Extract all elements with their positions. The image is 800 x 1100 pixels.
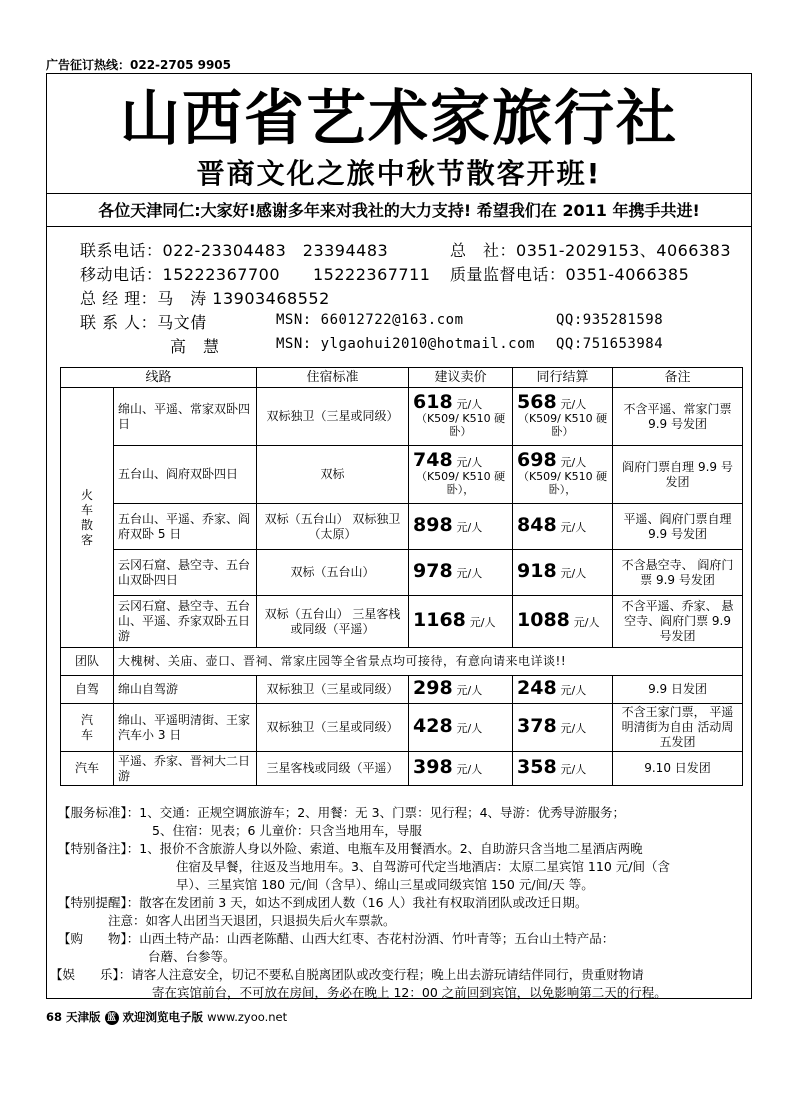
route-cell: 五台山、阎府双卧四日	[114, 446, 257, 504]
divider-top	[46, 193, 752, 194]
price-value: 618	[413, 391, 453, 413]
contact-qq-1: QQ:935281598	[556, 312, 664, 328]
settle-unit: 元/人	[560, 722, 587, 735]
table-row	[61, 752, 743, 786]
settle-cell	[513, 676, 613, 704]
settle-note: （K509/ K510 硬卧），	[517, 470, 608, 496]
settle-unit: 元/人	[560, 521, 587, 534]
header-price: 建议卖价	[409, 368, 513, 388]
route-cell: 云冈石窟、悬空寺、五台山、平遥、乔家双卧五日游	[114, 596, 257, 648]
contact-manager-label: 总 经 理：	[80, 289, 158, 308]
settle-value: 248	[517, 677, 557, 699]
footer-page-number: 68 天津版	[46, 1010, 101, 1024]
contact-phone-label: 联系电话：	[80, 241, 163, 260]
contact-person-1	[80, 310, 207, 333]
settle-value: 568	[517, 391, 557, 413]
settle-note: （K509/ K510 硬卧）	[517, 412, 608, 438]
route-cell: 平遥、乔家、晋祠大二日游	[114, 752, 257, 786]
note-cell: 不含悬空寺、 阎府门票 9.9 号发团	[613, 550, 743, 596]
category-team: 团队	[61, 648, 114, 676]
hotel-cell: 三星客栈或同级（平遥）	[257, 752, 409, 786]
note-cell: 不含平遥、乔家、 悬空寺、阎府门票 9.9 号发团	[613, 596, 743, 648]
contact-quality-label: 质量监督电话：	[450, 265, 566, 284]
contact-hq-label: 总 社：	[450, 241, 517, 260]
table-row	[61, 446, 743, 504]
price-unit: 元/人	[456, 684, 483, 697]
price-note: （K509/ K510 硬卧），	[415, 470, 506, 496]
price-cell	[409, 504, 513, 550]
info-entertainment-2: 寄在宾馆前台，不可放在房间，务必在晚上 12：00 之前回到宾馆，以免影响第二天的行程。	[152, 985, 667, 1000]
header-note: 备注	[613, 368, 743, 388]
route-cell: 绵山、平遥明清街、王家汽车小 3 日	[114, 704, 257, 752]
price-cell	[409, 704, 513, 752]
contact-person-1-name: 马文倩	[157, 313, 207, 332]
price-unit: 元/人	[456, 567, 483, 580]
route-cell: 绵山、平遥、常家双卧四日	[114, 388, 257, 446]
note-cell: 阎府门票自理 9.9 号发团	[613, 446, 743, 504]
category-bus-1: 汽车	[61, 704, 114, 752]
contact-mobile	[80, 262, 430, 285]
price-value: 428	[413, 715, 453, 737]
header-route: 线路	[61, 368, 257, 388]
ad-subtitle: 晋商文化之旅中秋节散客开班!	[196, 157, 602, 190]
contact-quality-value: 0351-4066385	[565, 265, 690, 284]
table-row	[61, 550, 743, 596]
category-train: 火车散客	[61, 388, 114, 648]
ad-hotline: 广告征订热线：022-2705 9905	[46, 58, 232, 72]
price-cell	[409, 676, 513, 704]
route-price-table	[60, 367, 743, 786]
price-cell	[409, 388, 513, 446]
price-value: 298	[413, 677, 453, 699]
contact-person-2-name: 高 慧	[170, 337, 220, 356]
info-shopping-1: 【购 物】：山西土特产品：山西老陈醋、山西大红枣、杏花村汾酒、竹叶青等；五台山土特产品：	[58, 931, 615, 946]
hotel-cell: 双标（五台山） 三星客栈或同级（平遥）	[257, 596, 409, 648]
contact-phone	[80, 238, 388, 261]
price-value: 978	[413, 560, 453, 582]
hotel-cell: 双标独卫（三星或同级）	[257, 676, 409, 704]
company-name: 山西省艺术家旅行社	[120, 84, 678, 154]
hotel-cell: 双标（五台山） 双标独卫（太原）	[257, 504, 409, 550]
note-cell: 平遥、阎府门票自理 9.9 号发团	[613, 504, 743, 550]
publisher-logo-icon: 蓝	[105, 1011, 119, 1025]
header-settle: 同行结算	[513, 368, 613, 388]
settle-unit: 元/人	[573, 616, 600, 629]
contact-mobile-value: 15222367700 15222367711	[162, 265, 431, 284]
info-remark-1: 【特别备注】：1、报价不含旅游人身以外险、索道、电瓶车及用餐酒水。2、自助游只含当地二星酒店两晚	[58, 841, 643, 856]
note-cell: 不含王家门票， 平遥明清街为自由 活动周五发团	[613, 704, 743, 752]
contact-mobile-label: 移动电话：	[80, 265, 163, 284]
table-header-row	[61, 368, 743, 388]
info-service-1: 【服务标准】：1、交通：正规空调旅游车；2、用餐：无 3、门票：见行程；4、导游：优秀导游服务；	[58, 805, 626, 820]
settle-cell	[513, 752, 613, 786]
settle-value: 698	[517, 449, 557, 471]
table-row	[61, 596, 743, 648]
contact-hq-value: 0351-2029153、4066383	[516, 241, 732, 260]
divider-greeting	[46, 226, 752, 227]
info-entertainment-1: 【娱 乐】：请客人注意安全，切记不要私自脱离团队或改变行程；晚上出去游玩请结伴同行，贵重财物请	[50, 967, 644, 982]
info-shopping-2: 台蘑、台参等。	[148, 949, 236, 964]
settle-value: 358	[517, 756, 557, 778]
contact-msn-2: MSN: ylgaohui2010@hotmail.com	[276, 336, 535, 352]
table-row	[61, 704, 743, 752]
header-hotel: 住宿标准	[257, 368, 409, 388]
hotel-cell: 双标独卫（三星或同级）	[257, 704, 409, 752]
contact-qq-2: QQ:751653984	[556, 336, 664, 352]
info-remark-2: 住宿及早餐，往返及当地用车。3、自驾游可代定当地酒店：太原二星宾馆 110 元/间（含	[176, 859, 670, 874]
settle-unit: 元/人	[560, 763, 587, 776]
greeting-text: 各位天津同仁:大家好!感谢多年来对我社的大力支持! 希望我们在 2011 年携手共进!	[98, 201, 700, 220]
settle-unit: 元/人	[560, 684, 587, 697]
info-remark-3: 早）、三星宾馆 180 元/间（含早）、绵山三星或同级宾馆 150 元/间/天 等。	[176, 877, 594, 892]
note-cell: 不含平遥、常家门票 9.9 号发团	[613, 388, 743, 446]
contact-hq	[450, 238, 731, 261]
price-cell	[409, 752, 513, 786]
settle-unit: 元/人	[560, 398, 587, 411]
team-description: 大槐树、关庙、壶口、晋祠、常家庄园等全省景点均可接待，有意向请来电详谈!!	[114, 648, 743, 676]
settle-value: 1088	[517, 609, 570, 631]
settle-cell	[513, 596, 613, 648]
contact-person-label: 联 系 人：	[80, 313, 158, 332]
table-row	[61, 504, 743, 550]
route-cell: 云冈石窟、悬空寺、五台山双卧四日	[114, 550, 257, 596]
info-service-2: 5、住宿：见表；6 儿童价：只含当地用车，导服	[152, 823, 422, 838]
price-note: （K509/ K510 硬卧）	[415, 412, 506, 438]
price-unit: 元/人	[469, 616, 496, 629]
team-row	[61, 648, 743, 676]
contact-manager-value: 马 涛 13903468552	[157, 289, 330, 308]
contact-quality	[450, 262, 689, 285]
note-cell: 9.10 日发团	[613, 752, 743, 786]
settle-cell	[513, 704, 613, 752]
price-unit: 元/人	[456, 456, 483, 469]
info-reminder-1: 【特别提醒】：散客在发团前 3 天，如达不到成团人数（16 人）我社有权取消团队或改迁日期。	[58, 895, 588, 910]
settle-unit: 元/人	[560, 567, 587, 580]
price-cell	[409, 550, 513, 596]
route-cell: 绵山自驾游	[114, 676, 257, 704]
price-unit: 元/人	[456, 763, 483, 776]
settle-value: 378	[517, 715, 557, 737]
settle-cell	[513, 446, 613, 504]
hotel-cell: 双标	[257, 446, 409, 504]
table-row	[61, 676, 743, 704]
price-cell	[409, 596, 513, 648]
hotel-cell: 双标（五台山）	[257, 550, 409, 596]
contact-phone-value: 022-23304483 23394483	[162, 241, 389, 260]
footer-text: 欢迎浏览电子版	[122, 1010, 204, 1024]
category-self-drive: 自驾	[61, 676, 114, 704]
contact-manager	[80, 286, 330, 309]
price-unit: 元/人	[456, 722, 483, 735]
settle-unit: 元/人	[560, 456, 587, 469]
table-row	[61, 388, 743, 446]
settle-value: 918	[517, 560, 557, 582]
price-unit: 元/人	[456, 398, 483, 411]
category-bus-2: 汽车	[61, 752, 114, 786]
contact-msn-1: MSN: 66012722@163.com	[276, 312, 464, 328]
info-reminder-2: 注意：如客人出团当天退团，只退损失后火车票款。	[108, 913, 396, 928]
price-value: 748	[413, 449, 453, 471]
price-value: 1168	[413, 609, 466, 631]
price-value: 898	[413, 514, 453, 536]
settle-cell	[513, 504, 613, 550]
page-footer	[46, 1009, 287, 1025]
settle-value: 848	[517, 514, 557, 536]
price-unit: 元/人	[456, 521, 483, 534]
price-cell	[409, 446, 513, 504]
settle-cell	[513, 550, 613, 596]
footer-url[interactable]: www.zyoo.net	[207, 1010, 288, 1024]
note-cell: 9.9 日发团	[613, 676, 743, 704]
hotel-cell: 双标独卫（三星或同级）	[257, 388, 409, 446]
price-value: 398	[413, 756, 453, 778]
settle-cell	[513, 388, 613, 446]
route-cell: 五台山、平遥、乔家、阎府双卧 5 日	[114, 504, 257, 550]
